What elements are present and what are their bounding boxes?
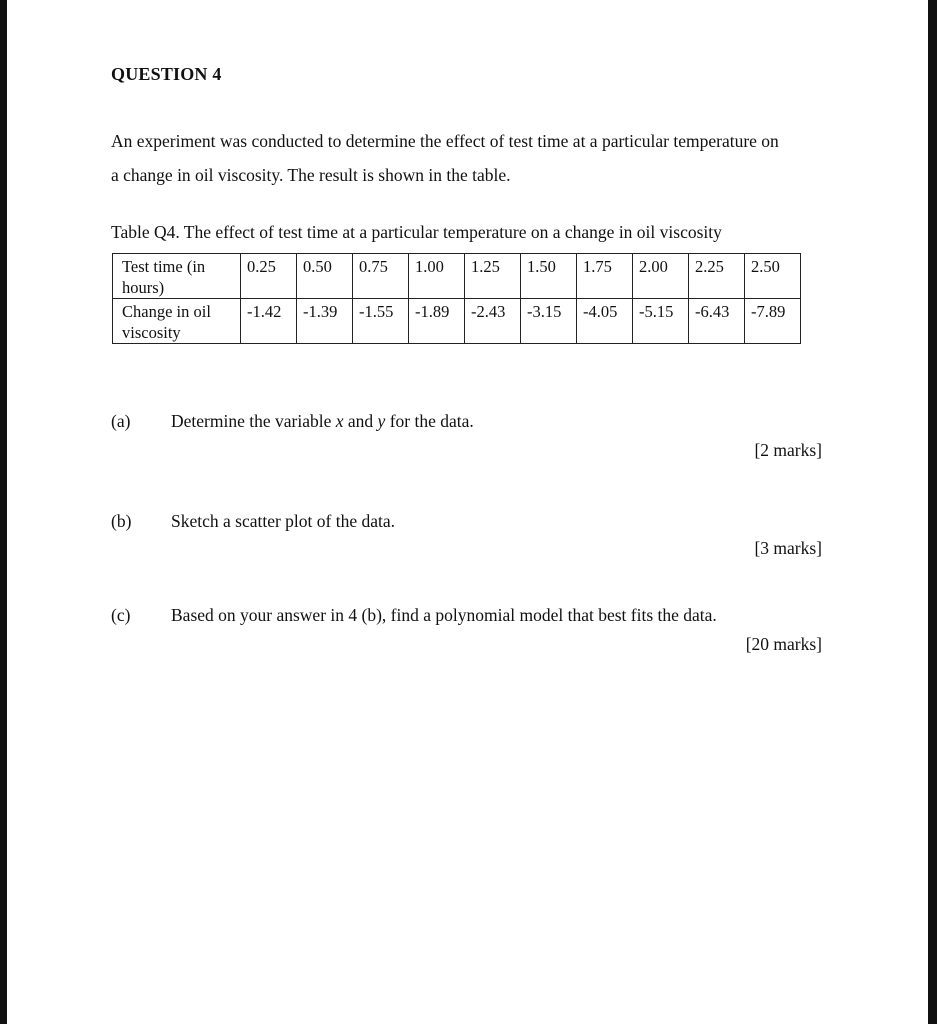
table-cell: -5.15 [633, 299, 689, 344]
part-b [111, 511, 395, 532]
scan-edge-left [0, 0, 7, 1024]
table-cell: 1.50 [521, 254, 577, 299]
part-c-marks: [20 marks] [745, 634, 822, 654]
part-a-marks: [2 marks] [754, 440, 822, 460]
table-cell: 0.25 [241, 254, 297, 299]
intro-line-1: An experiment was conducted to determine the effect of test time at a particular temperature on [111, 131, 779, 151]
intro-line-2: a change in oil viscosity. The result is shown in the table. [111, 165, 511, 185]
table-cell: -1.89 [409, 299, 465, 344]
table-cell: -6.43 [689, 299, 745, 344]
table-cell: -7.89 [745, 299, 801, 344]
row-header-viscosity: Change in oil viscosity [113, 299, 241, 344]
question-intro [111, 124, 841, 192]
table-cell: 1.25 [465, 254, 521, 299]
row-header-test-time: Test time (in hours) [113, 254, 241, 299]
table-row-test-time [113, 254, 801, 299]
scan-edge-right [928, 0, 937, 1024]
part-c-label: (c) [111, 605, 131, 625]
part-b-label: (b) [111, 511, 132, 531]
table-cell: 0.50 [297, 254, 353, 299]
table-cell: 0.75 [353, 254, 409, 299]
table-caption: Table Q4. The effect of test time at a particular temperature on a change in oil viscosity [111, 222, 722, 242]
table-cell: 1.00 [409, 254, 465, 299]
table-cell: -1.55 [353, 299, 409, 344]
part-c [111, 605, 717, 626]
variable-y: y [377, 411, 386, 431]
table-cell: -4.05 [577, 299, 633, 344]
question-title: QUESTION 4 [111, 64, 222, 84]
part-c-text: Based on your answer in 4 (b), find a polynomial model that best fits the data. [171, 605, 717, 625]
data-table [112, 253, 801, 344]
table-cell: -3.15 [521, 299, 577, 344]
table-cell: -1.42 [241, 299, 297, 344]
part-a-label: (a) [111, 411, 131, 431]
part-b-marks: [3 marks] [754, 538, 822, 558]
table-cell: 2.00 [633, 254, 689, 299]
table-cell: -2.43 [465, 299, 521, 344]
table-cell: 2.50 [745, 254, 801, 299]
variable-x: x [335, 411, 344, 431]
part-a-text: Determine the variable x and y for the data. [171, 411, 474, 431]
part-a [111, 411, 474, 432]
table-row-viscosity [113, 299, 801, 344]
table-cell: -1.39 [297, 299, 353, 344]
table-cell: 2.25 [689, 254, 745, 299]
part-b-text: Sketch a scatter plot of the data. [171, 511, 396, 531]
table-cell: 1.75 [577, 254, 633, 299]
